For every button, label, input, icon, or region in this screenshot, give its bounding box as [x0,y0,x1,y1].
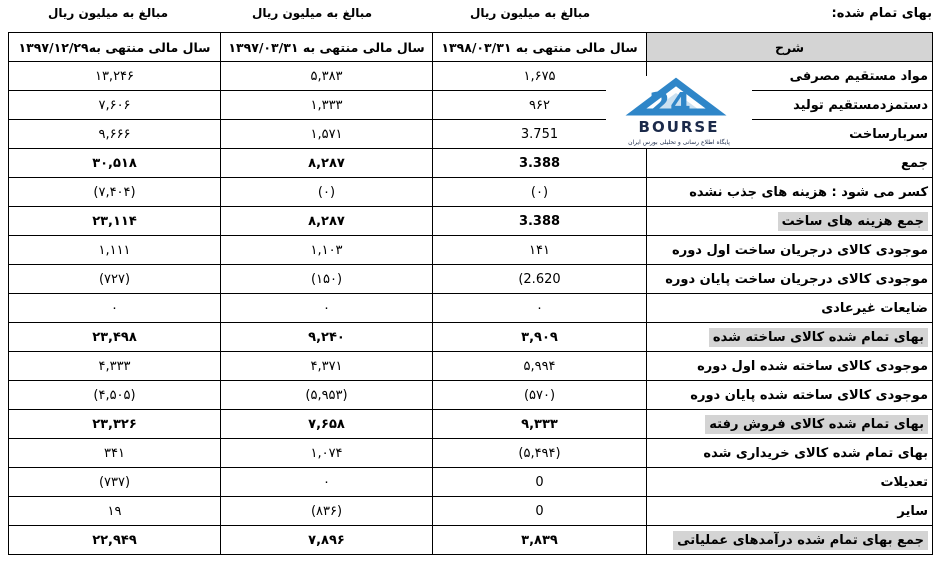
value-cell-c2: (۵,۹۵۳) [221,381,433,410]
value-cell-c1: ۳۰,۵۱۸ [9,149,221,178]
value-cell-c1: ۱۹ [9,497,221,526]
logo-wordmark: BOURSE [638,118,720,136]
table-row [9,294,933,323]
value-cell-c1: (۴,۵۰۵) [9,381,221,410]
row-label: بهای تمام شده کالای فروش رفته [647,410,933,439]
row-label: کسر می شود : هزینه های جذب نشده [647,178,933,207]
row-label: موجودی کالای ساخته شده اول دوره [647,352,933,381]
value-cell-c3: ۹,۳۳۳ [433,410,647,439]
row-label: بهای تمام شده کالای ساخته شده [647,323,933,352]
header-desc: شرح [647,33,933,62]
table-row [9,352,933,381]
value-cell-c3: ۳,۸۳۹ [433,526,647,555]
table-row [9,381,933,410]
value-cell-c1: ۹,۶۶۶ [9,120,221,149]
page-title: بهای تمام شده: [831,6,932,21]
value-cell-c3: 3.388 [433,149,647,178]
value-cell-c3: (۰) [433,178,647,207]
value-cell-c1: (۷۳۷) [9,468,221,497]
value-cell-c3: 3.388 [433,207,647,236]
value-cell-c2: ۷,۶۵۸ [221,410,433,439]
table-row [9,323,933,352]
row-label: سایر [647,497,933,526]
value-cell-c1: ۲۳,۱۱۴ [9,207,221,236]
row-label: مواد مستقیم مصرفی [647,62,933,91]
value-cell-c2: ۱,۰۷۴ [221,439,433,468]
unit-label-c2: مبالغ به میلیون ریال [251,6,373,20]
value-cell-c1: ۲۲,۹۴۹ [9,526,221,555]
value-cell-c2: ۰ [221,468,433,497]
value-cell-c3: (۵,۴۹۴) [433,439,647,468]
unit-label-c3: مبالغ به میلیون ریال [469,6,591,20]
value-cell-c2: ۸,۲۸۷ [221,207,433,236]
cost-table [8,32,933,555]
value-cell-c3: ۹۶۲ [433,91,647,120]
row-label: جمع [647,149,933,178]
value-cell-c1: ۴,۳۳۳ [9,352,221,381]
value-cell-c2: ۴,۳۷۱ [221,352,433,381]
table-row [9,410,933,439]
value-cell-c2: ۱,۵۷۱ [221,120,433,149]
value-cell-c1: (۷,۴۰۴) [9,178,221,207]
value-cell-c1: (۷۲۷) [9,265,221,294]
value-cell-c1: ۲۳,۳۲۶ [9,410,221,439]
value-cell-c2: ۰ [221,294,433,323]
table-row [9,207,933,236]
value-cell-c1: ۱۳,۲۴۶ [9,62,221,91]
table-row [9,265,933,294]
logo-tagline: پایگاه اطلاع رسانی و تحلیلی بورس ایران [628,139,730,146]
header-c3: سال مالی منتهی به ۱۳۹۸/۰۳/۳۱ [433,33,647,62]
row-label: جمع بهای تمام شده درآمدهای عملیاتی [647,526,933,555]
header-c2: سال مالی منتهی به ۱۳۹۷/۰۳/۳۱ [221,33,433,62]
table-row [9,120,933,149]
value-cell-c2: ۹,۲۴۰ [221,323,433,352]
logo-numeral: 24 [649,87,691,122]
value-cell-c1: ۳۴۱ [9,439,221,468]
table-row [9,236,933,265]
table-row [9,62,933,91]
table-row [9,526,933,555]
table-row [9,178,933,207]
row-label: دستمزدمستقیم تولید [647,91,933,120]
row-label: تعدیلات [647,468,933,497]
bourse24-logo [606,76,752,148]
value-cell-c2: ۸,۲۸۷ [221,149,433,178]
row-label: موجودی کالای درجریان ساخت اول دوره [647,236,933,265]
row-label: جمع هزینه های ساخت [647,207,933,236]
value-cell-c3: (2.620 [433,265,647,294]
value-cell-c3: 3.751 [433,120,647,149]
value-cell-c3: 0 [433,468,647,497]
table-row [9,468,933,497]
value-cell-c1: ۲۳,۴۹۸ [9,323,221,352]
value-cell-c3: (۵۷۰) [433,381,647,410]
table-row [9,497,933,526]
row-label: سربارساخت [647,120,933,149]
table-row [9,439,933,468]
value-cell-c2: ۱,۱۰۳ [221,236,433,265]
value-cell-c2: ۵,۳۸۳ [221,62,433,91]
value-cell-c1: ۰ [9,294,221,323]
row-label: موجودی کالای درجریان ساخت پایان دوره [647,265,933,294]
value-cell-c2: ۷,۸۹۶ [221,526,433,555]
value-cell-c2: ۱,۳۳۳ [221,91,433,120]
value-cell-c3: 0 [433,497,647,526]
header-c1: سال مالی منتهی به۱۳۹۷/۱۲/۲۹ [9,33,221,62]
row-label: ضایعات غیرعادی [647,294,933,323]
row-label: موجودی کالای ساخته شده پایان دوره [647,381,933,410]
value-cell-c3: ۱۴۱ [433,236,647,265]
row-label: بهای تمام شده کالای خریداری شده [647,439,933,468]
value-cell-c3: ۵,۹۹۴ [433,352,647,381]
value-cell-c2: (۰) [221,178,433,207]
value-cell-c1: ۱,۱۱۱ [9,236,221,265]
value-cell-c2: (۸۳۶) [221,497,433,526]
value-cell-c3: ۰ [433,294,647,323]
value-cell-c2: (۱۵۰) [221,265,433,294]
table-row [9,91,933,120]
table-row [9,149,933,178]
value-cell-c3: ۱,۶۷۵ [433,62,647,91]
value-cell-c3: ۳,۹۰۹ [433,323,647,352]
table-header-row [9,33,933,62]
value-cell-c1: ۷,۶۰۶ [9,91,221,120]
unit-label-c1: مبالغ به میلیون ریال [47,6,169,20]
